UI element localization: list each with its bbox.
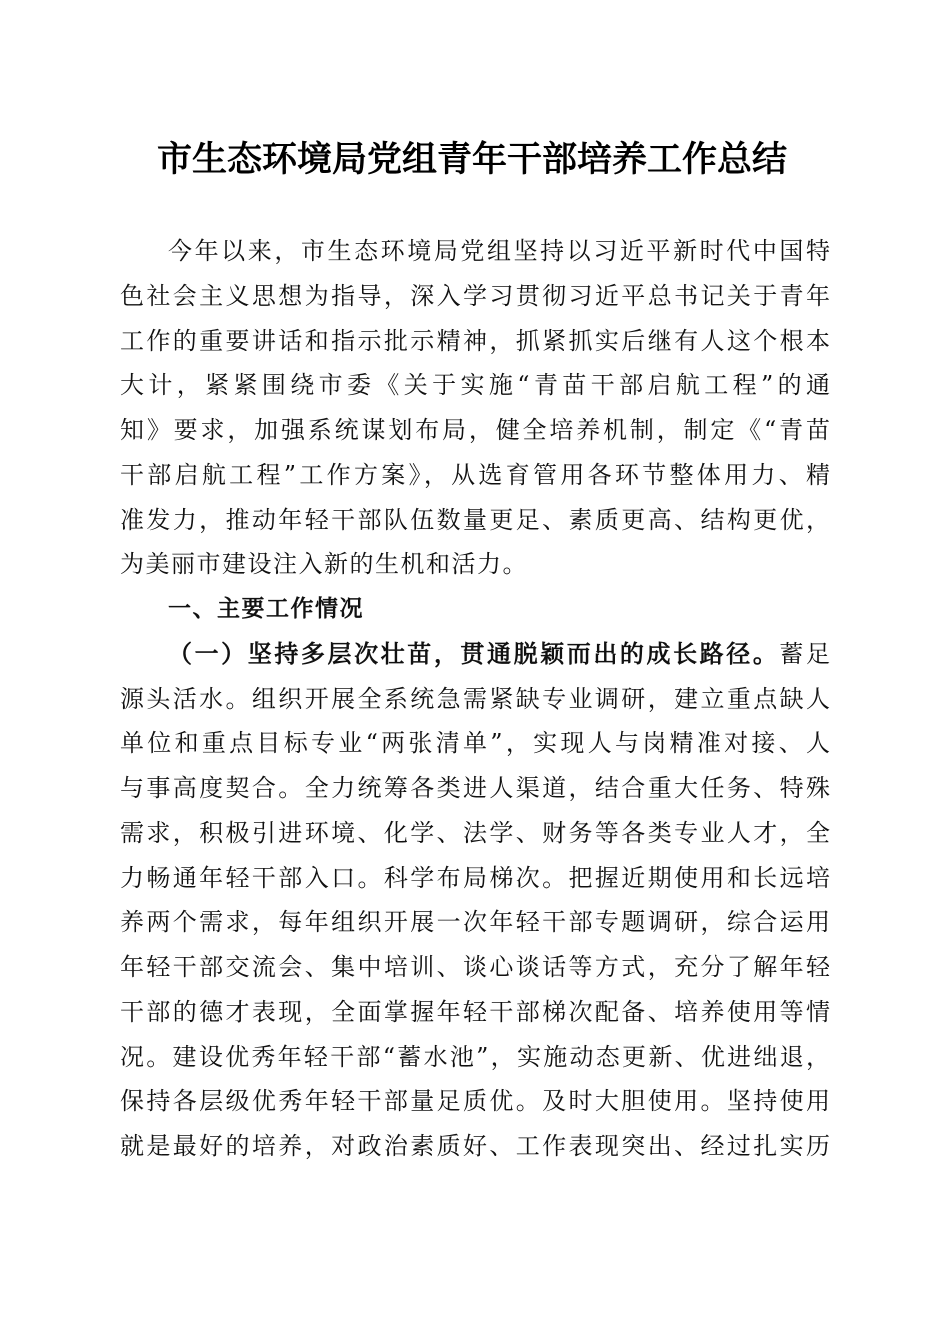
subsection-paragraph (120, 632, 830, 1169)
paragraph-line: 准发力，推动年轻干部队伍数量更足、素质更高、结构更优， (120, 505, 830, 534)
intro-paragraph (120, 229, 830, 587)
paragraph-line: 年轻干部交流会、集中培训、谈心谈话等方式，充分了解年轻 (120, 953, 830, 981)
paragraph-text: 蓄足 (779, 639, 831, 668)
subsection-lead: （一）坚持多层次壮苗，贯通脱颖而出的成长路径。 (168, 638, 780, 668)
document-body (120, 229, 830, 1169)
paragraph-line: 干部启航工程”工作方案》，从选育管用各环节整体用力、精 (120, 460, 830, 489)
paragraph-line: 干部的德才表现，全面掌握年轻干部梯次配备、培养使用等情 (120, 997, 830, 1026)
paragraph-line: 力畅通年轻干部入口。科学布局梯次。把握近期使用和长远培 (120, 863, 830, 892)
paragraph-line: 今年以来，市生态环境局党组坚持以习近平新时代中国特 (168, 237, 830, 265)
paragraph-line: 就是最好的培养，对政治素质好、工作表现突出、经过扎实历 (120, 1132, 830, 1160)
paragraph-line: 工作的重要讲话和指示批示精神，抓紧抓实后继有人这个根本 (120, 326, 830, 355)
paragraph-line: 大计，紧紧围绕市委《关于实施“青苗干部启航工程”的通 (120, 371, 830, 400)
document-title: 市生态环境局党组青年干部培养工作总结 (156, 139, 787, 180)
paragraph-line: 为美丽市建设注入新的生机和活力。 (120, 550, 528, 579)
paragraph-line: 与事高度契合。全力统筹各类进人渠道，结合重大任务、特殊 (120, 774, 830, 802)
paragraph-line: 况。建设优秀年轻干部“蓄水池”，实施动态更新、优进绌退， (120, 1042, 830, 1071)
section-heading: 一、主要工作情况 (168, 596, 364, 622)
paragraph-line: 知》要求，加强系统谋划布局，健全培养机制，制定《“青苗 (120, 416, 830, 444)
paragraph-line: 保持各层级优秀年轻干部量足质优。及时大胆使用。坚持使用 (120, 1087, 830, 1116)
paragraph-line: 源头活水。组织开展全系统急需紧缺专业调研，建立重点缺人 (120, 684, 830, 713)
paragraph-line (168, 632, 830, 677)
paragraph-line: 单位和重点目标专业“两张清单”，实现人与岗精准对接、人 (120, 729, 830, 758)
paragraph-line: 色社会主义思想为指导，深入学习贯彻习近平总书记关于青年 (120, 281, 830, 310)
paragraph-line: 需求，积极引进环境、化学、法学、财务等各类专业人才，全 (120, 818, 830, 847)
paragraph-line: 养两个需求，每年组织开展一次年轻干部专题调研，综合运用 (120, 908, 830, 937)
